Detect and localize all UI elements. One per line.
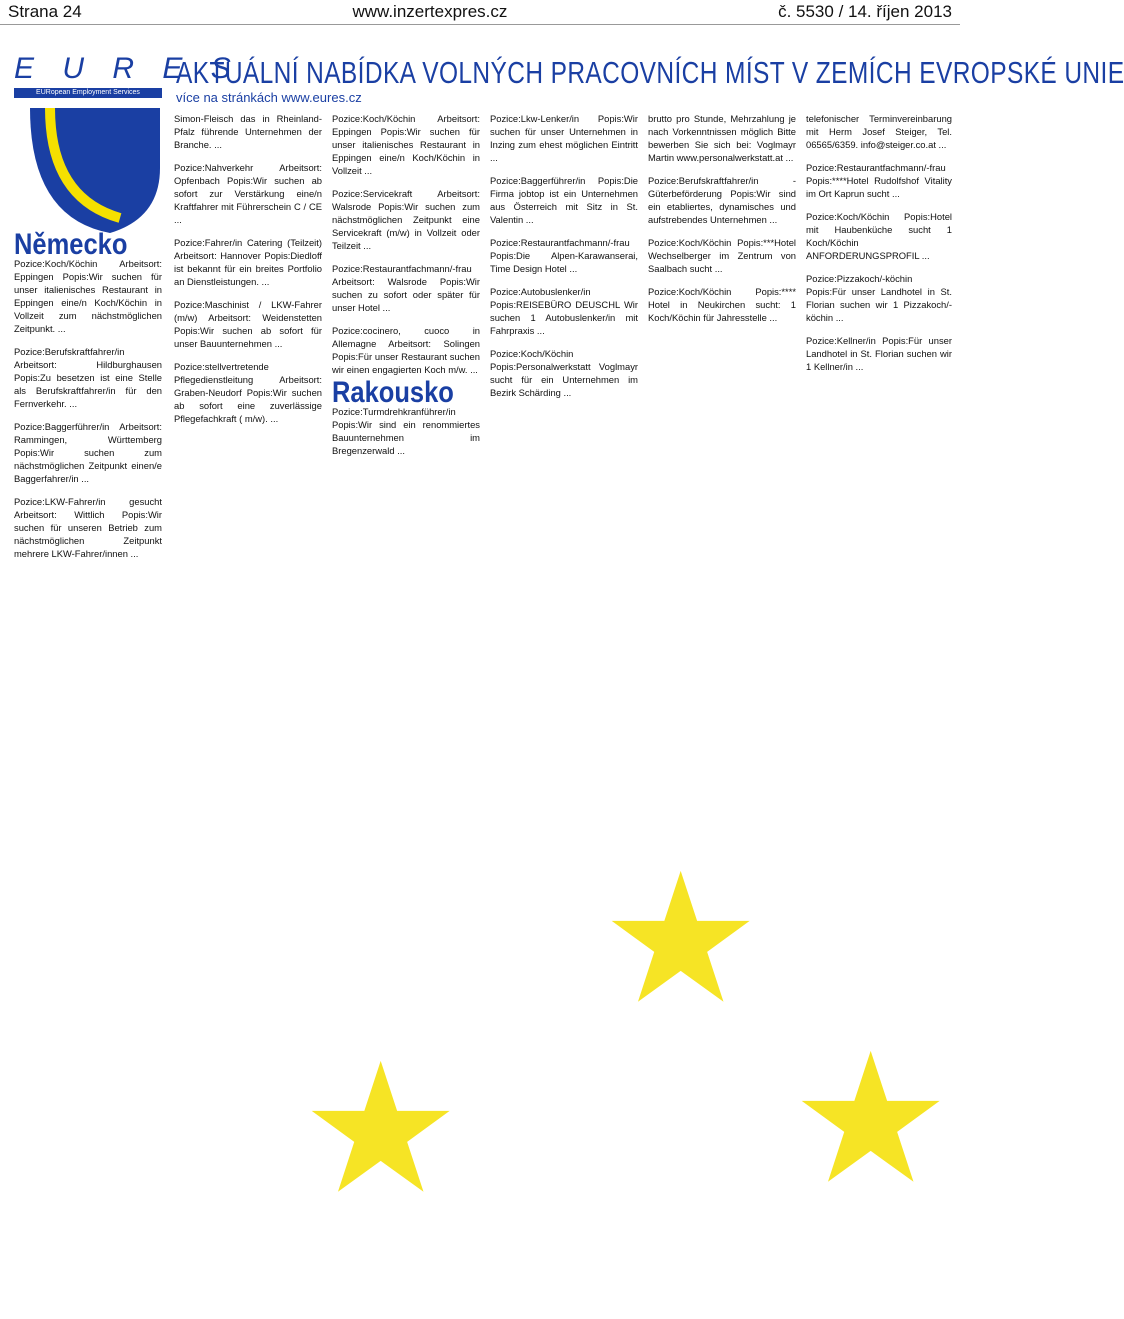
column-3 [332,112,480,467]
ad-3-2: Pozice:Servicekraft Arbeitsort: Walsrode Popis:Wir suchen zum nächstmöglichen Zeitpunkt eine Servicekraft (m/w) in Vollzeit oder Teilzeit ... [332,188,480,251]
issue-date: č. 5530 / 14. říjen 2013 [778,2,952,21]
ad-2-3: Pozice:Fahrer/in Catering (Teilzeit) Arbeitsort: Hannover Popis:Diedloff ist bekannt für ein breites Portfolio an Dienstleistungen. ... [174,237,322,287]
ad-3-1: Pozice:Koch/Köchin Arbeitsort: Eppingen Popis:Wir suchen für unser italienisches Restaurant in Eppingen eine/n Koch/Köchin in Vollzeit ... [332,113,480,176]
ad-4-3: Pozice:Restaurantfachmann/-frau Popis:Die Alpen-Karawanserai, Time Design Hotel ... [490,237,638,274]
eures-tagline: EURopean Employment Services [14,88,162,98]
decorative-star-icon: ★ [300,1029,462,1230]
country-germany: Německo [14,228,128,261]
country-austria: Rakousko [332,376,454,409]
ad-3-3: Pozice:Restaurantfachmann/-frau Arbeitsort: Walsrode Popis:Wir suchen zu sofort oder später für unser Hotel ... [332,263,480,313]
ad-5-2: Pozice:Berufskraftfahrer/in - Güterbeförderung Popis:Wir sind ein etabliertes, dynamisches und aufstrebendes Unternehmen ... [648,175,796,225]
eures-wordmark: E U R E S [14,52,241,85]
ad-2-1: Simon-Fleisch das in Rheinland-Pfalz führende Unternehmen der Branche. ... [174,113,322,150]
column-6 [806,112,952,383]
ad-1-2: Pozice:Berufskraftfahrer/in Arbeitsort: Hildburghausen Popis:Zu besetzen ist eine Stelle als Berufskraftfahrer/in für den Fernverkehr. ... [14,346,162,409]
ad-1-4: Pozice:LKW-Fahrer/in gesucht Arbeitsort: Wittlich Popis:Wir suchen für unseren Betrieb zum nächstmöglichen Zeitpunkt mehrere LKW-Fahrer/innen ... [14,496,162,559]
page-number: Strana 24 [8,2,82,21]
ad-6-2: Pozice:Restaurantfachmann/-frau Popis:****Hotel Rudolfshof Vitality im Ort Kaprun sucht ... [806,162,952,199]
ad-6-5: Pozice:Kellner/in Popis:Für unser Landhotel in St. Florian suchen wir 1 Kellner/in ... [806,335,952,372]
decorative-star-icon: ★ [600,839,762,1040]
column-1 [14,230,162,570]
ad-6-1: telefonischer Terminvereinbarung mit Herm Josef Steiger, Tel. 06565/6359. info@steiger.co.at ... [806,113,952,150]
column-5 [648,112,796,334]
ad-3-5: Pozice:Turmdrehkranführer/in Popis:Wir sind ein renommiertes Bauunternehmen im Bregenzerwald ... [332,406,480,456]
page-headline: AKTUÁLNÍ NABÍDKA VOLNÝCH PRACOVNÍCH MÍST V ZEMÍCH EVROPSKÉ UNIE [176,55,1124,90]
ad-4-4: Pozice:Autobuslenker/in Popis:REISEBÜRO DEUSCHL Wir suchen 1 Autobuslenker/in mit Fahrpraxis ... [490,286,638,336]
ad-6-3: Pozice:Koch/Köchin Popis:Hotel mit Haubenküche sucht 1 Koch/Köchin ANFORDERUNGSPROFIL ... [806,211,952,261]
ad-1-1: Pozice:Koch/Köchin Arbeitsort: Eppingen Popis:Wir suchen für unser italienisches Restaurant in Eppingen eine/n Koch/Köchin in Vollzeit zum nächstmöglichen Zeitpunkt. ... [14,258,162,334]
decorative-star-icon: ★ [790,1019,952,1220]
ad-3-4: Pozice:cocinero, cuoco in Allemagne Arbeitsort: Solingen Popis:Für unser Restaurant suchen wir einen engagierten Koch m/w. ... [332,325,480,375]
ad-5-3: Pozice:Koch/Köchin Popis:***Hotel Wechselberger im Zentrum von Saalbach sucht ... [648,237,796,274]
ad-2-5: Pozice:stellvertretende Pflegedienstleitung Arbeitsort: Graben-Neudorf Popis:Wir suchen ab sofort eine zuverlässige Pflegefachkraft ( m/w). ... [174,361,322,424]
site-url: www.inzertexpres.cz [352,2,508,21]
ad-2-4: Pozice:Maschinist / LKW-Fahrer (m/w) Arbeitsort: Weidenstetten Popis:Wir suchen ab sofort für unser Bauunternehmen ... [174,299,322,349]
ad-5-1: brutto pro Stunde, Mehrzahlung je nach Vorkenntnissen möglich Bitte bewerben Sie sich bei: Voglmayr Martin www.personalwerkstatt.at ... [648,113,796,163]
page-subline: více na stránkách www.eures.cz [176,90,362,105]
ad-4-5: Pozice:Koch/Köchin Popis:Personalwerkstatt Voglmayr sucht für ein Unternehmen im Bezirk Schärding ... [490,348,638,398]
ad-2-2: Pozice:Nahverkehr Arbeitsort: Opfenbach Popis:Wir suchen ab sofort zur Verstärkung eine/n Kraftfahrer mit Führerschein C / CE ... [174,162,322,225]
ad-1-3: Pozice:Baggerführer/in Arbeitsort: Rammingen, Württemberg Popis:Wir suchen zum nächstmöglichen Zeitpunkt einen/e Baggerfahrer/in ... [14,421,162,484]
page-header [0,0,960,25]
ad-4-2: Pozice:Baggerführer/in Popis:Die Firma jobtop ist ein Unternehmen aus Österreich mit Sitz in St. Valentin ... [490,175,638,225]
column-2 [174,112,322,435]
ad-4-1: Pozice:Lkw-Lenker/in Popis:Wir suchen für unser Unternehmen in Inzing zum ehest möglichen Eintritt ... [490,113,638,163]
ad-5-4: Pozice:Koch/Köchin Popis:**** Hotel in Neukirchen sucht: 1 Koch/Köchin für Jahresstelle ... [648,286,796,323]
ad-6-4: Pozice:Pizzakoch/-köchin Popis:Für unser Landhotel in St. Florian suchen wir 1 Pizzakoch/-köchin ... [806,273,952,323]
column-4 [490,112,638,409]
